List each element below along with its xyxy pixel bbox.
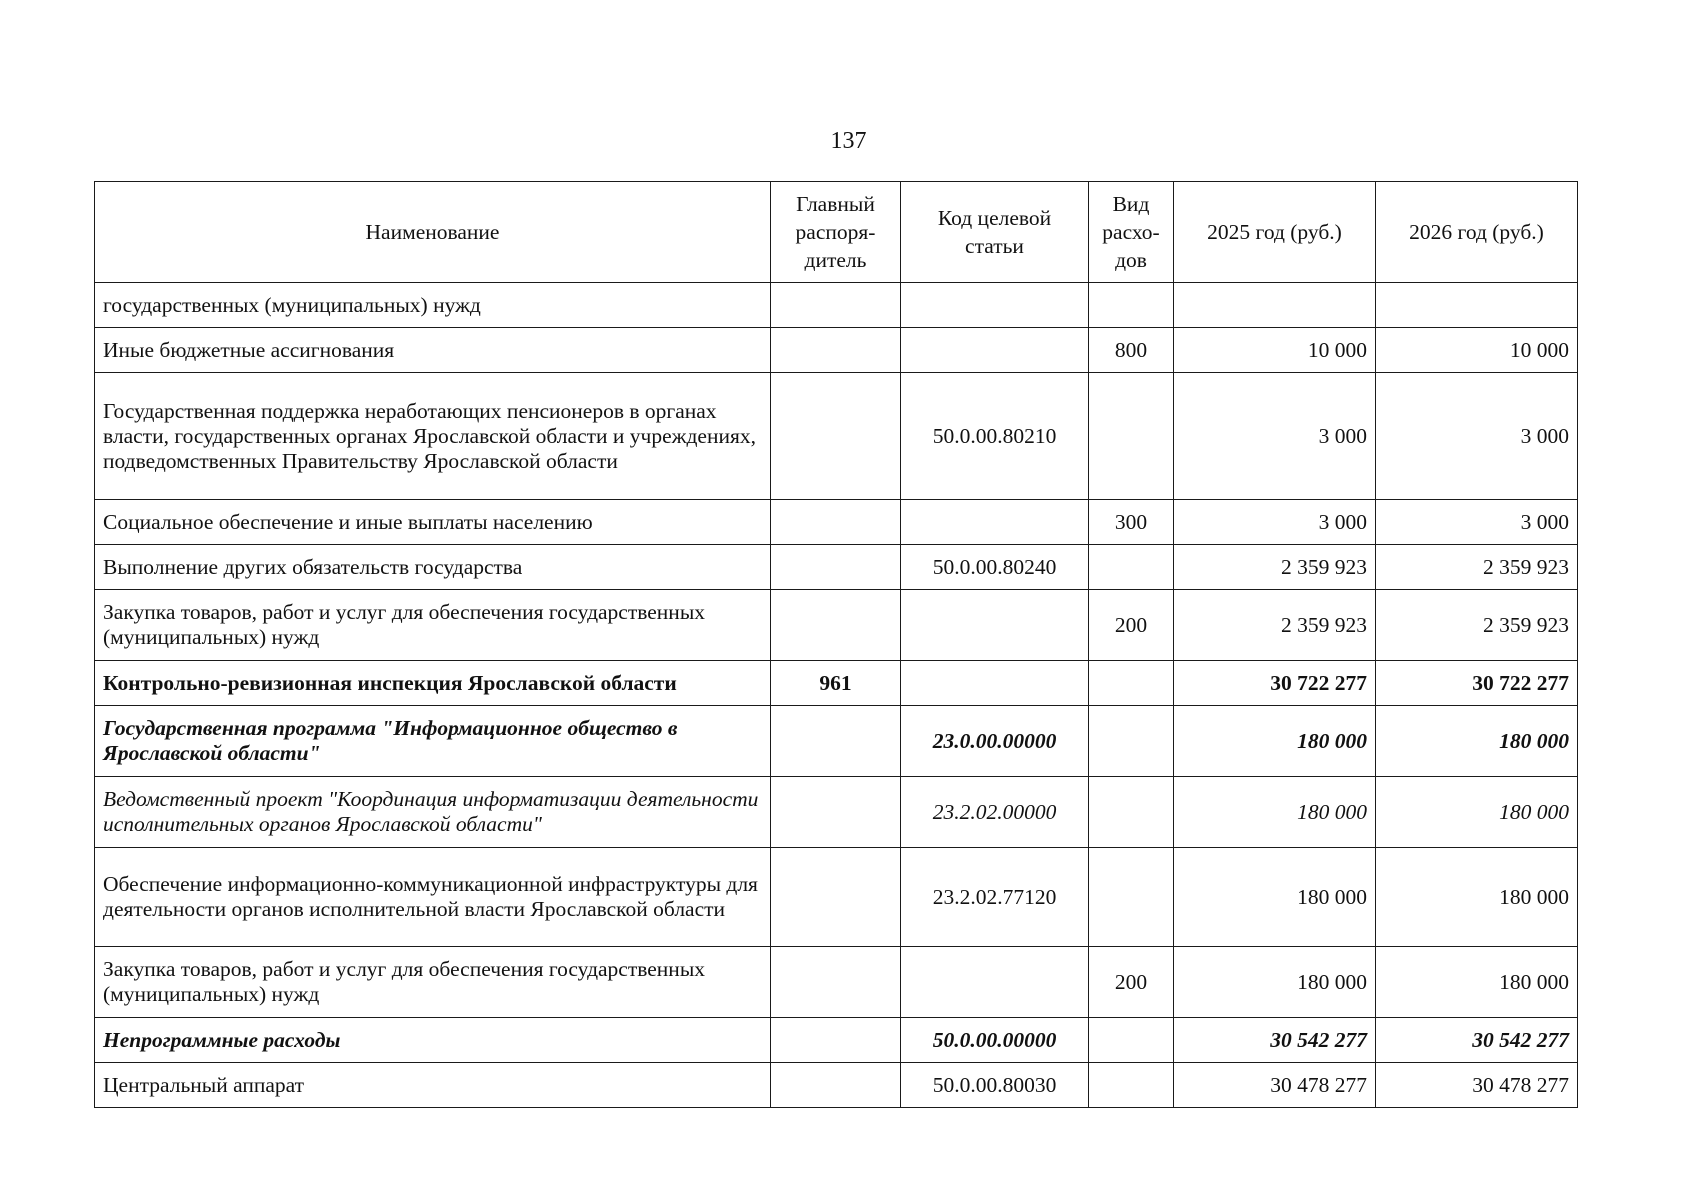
cell-vid xyxy=(1089,545,1174,590)
table-row xyxy=(95,545,1578,590)
cell-name: Непрограммные расходы xyxy=(95,1018,771,1063)
cell-2026: 30 722 277 xyxy=(1376,661,1578,706)
cell-vid xyxy=(1089,1018,1174,1063)
cell-vid xyxy=(1089,283,1174,328)
cell-2025: 30 478 277 xyxy=(1174,1063,1376,1108)
cell-2026: 2 359 923 xyxy=(1376,590,1578,661)
cell-glavny xyxy=(771,590,901,661)
cell-kod: 50.0.00.00000 xyxy=(901,1018,1089,1063)
cell-glavny xyxy=(771,1018,901,1063)
cell-name: Контрольно-ревизионная инспекция Ярославской области xyxy=(95,661,771,706)
cell-2026: 10 000 xyxy=(1376,328,1578,373)
cell-glavny xyxy=(771,373,901,500)
cell-kod: 50.0.00.80210 xyxy=(901,373,1089,500)
cell-glavny xyxy=(771,947,901,1018)
cell-2025: 2 359 923 xyxy=(1174,545,1376,590)
cell-2025: 3 000 xyxy=(1174,500,1376,545)
table-row xyxy=(95,328,1578,373)
table-row xyxy=(95,500,1578,545)
cell-2026: 3 000 xyxy=(1376,500,1578,545)
page-number: 137 xyxy=(830,128,867,154)
cell-kod xyxy=(901,328,1089,373)
cell-name: Иные бюджетные ассигнования xyxy=(95,328,771,373)
table-row xyxy=(95,590,1578,661)
header-2025: 2025 год (руб.) xyxy=(1174,182,1376,283)
cell-name: Социальное обеспечение и иные выплаты населению xyxy=(95,500,771,545)
table-row xyxy=(95,947,1578,1018)
cell-name: Выполнение других обязательств государства xyxy=(95,545,771,590)
cell-kod xyxy=(901,947,1089,1018)
cell-2026: 180 000 xyxy=(1376,848,1578,947)
header-2026: 2026 год (руб.) xyxy=(1376,182,1578,283)
cell-vid xyxy=(1089,706,1174,777)
cell-glavny xyxy=(771,328,901,373)
cell-name: Центральный аппарат xyxy=(95,1063,771,1108)
cell-glavny xyxy=(771,500,901,545)
cell-name: Государственная программа "Информационное общество в Ярославской области" xyxy=(95,706,771,777)
cell-vid xyxy=(1089,1063,1174,1108)
cell-2025: 30 722 277 xyxy=(1174,661,1376,706)
header-row xyxy=(95,182,1578,283)
cell-vid xyxy=(1089,373,1174,500)
cell-glavny xyxy=(771,283,901,328)
cell-2026: 30 478 277 xyxy=(1376,1063,1578,1108)
cell-2026 xyxy=(1376,283,1578,328)
cell-glavny xyxy=(771,706,901,777)
cell-kod xyxy=(901,590,1089,661)
cell-kod: 50.0.00.80030 xyxy=(901,1063,1089,1108)
table-row xyxy=(95,706,1578,777)
table-row xyxy=(95,777,1578,848)
cell-kod xyxy=(901,500,1089,545)
table-row xyxy=(95,848,1578,947)
cell-name: государственных (муниципальных) нужд xyxy=(95,283,771,328)
cell-glavny xyxy=(771,777,901,848)
header-kod: Код целевой статьи xyxy=(901,182,1089,283)
cell-glavny xyxy=(771,1063,901,1108)
cell-2025: 10 000 xyxy=(1174,328,1376,373)
cell-vid: 200 xyxy=(1089,947,1174,1018)
cell-2025: 3 000 xyxy=(1174,373,1376,500)
table-row xyxy=(95,1063,1578,1108)
cell-2025: 180 000 xyxy=(1174,706,1376,777)
table-row xyxy=(95,283,1578,328)
cell-kod: 23.0.00.00000 xyxy=(901,706,1089,777)
cell-2026: 2 359 923 xyxy=(1376,545,1578,590)
cell-glavny xyxy=(771,848,901,947)
cell-2026: 30 542 277 xyxy=(1376,1018,1578,1063)
cell-kod: 23.2.02.00000 xyxy=(901,777,1089,848)
cell-kod: 50.0.00.80240 xyxy=(901,545,1089,590)
cell-glavny: 961 xyxy=(771,661,901,706)
cell-2025: 180 000 xyxy=(1174,777,1376,848)
cell-vid xyxy=(1089,848,1174,947)
budget-table xyxy=(94,181,1578,1108)
cell-kod: 23.2.02.77120 xyxy=(901,848,1089,947)
header-name: Наименование xyxy=(95,182,771,283)
cell-2026: 3 000 xyxy=(1376,373,1578,500)
cell-vid: 800 xyxy=(1089,328,1174,373)
cell-2026: 180 000 xyxy=(1376,947,1578,1018)
cell-2025: 180 000 xyxy=(1174,947,1376,1018)
cell-2025 xyxy=(1174,283,1376,328)
cell-2025: 2 359 923 xyxy=(1174,590,1376,661)
cell-vid xyxy=(1089,777,1174,848)
cell-name: Закупка товаров, работ и услуг для обеспечения государственных (муниципальных) нужд xyxy=(95,590,771,661)
cell-kod xyxy=(901,661,1089,706)
table-row xyxy=(95,373,1578,500)
cell-2026: 180 000 xyxy=(1376,777,1578,848)
cell-name: Государственная поддержка неработающих пенсионеров в органах власти, государственных органах Ярославской области и учреждениях, подведомственных Правительству Ярославской области xyxy=(95,373,771,500)
cell-2025: 30 542 277 xyxy=(1174,1018,1376,1063)
header-glavny: Главный распоря-дитель xyxy=(771,182,901,283)
table-row xyxy=(95,1018,1578,1063)
cell-kod xyxy=(901,283,1089,328)
cell-glavny xyxy=(771,545,901,590)
cell-name: Обеспечение информационно-коммуникационной инфраструктуры для деятельности органов исполнительной власти Ярославской области xyxy=(95,848,771,947)
table-row xyxy=(95,661,1578,706)
cell-vid: 200 xyxy=(1089,590,1174,661)
header-vid: Вид расхо-дов xyxy=(1089,182,1174,283)
cell-vid: 300 xyxy=(1089,500,1174,545)
cell-2026: 180 000 xyxy=(1376,706,1578,777)
cell-name: Закупка товаров, работ и услуг для обеспечения государственных (муниципальных) нужд xyxy=(95,947,771,1018)
cell-vid xyxy=(1089,661,1174,706)
cell-2025: 180 000 xyxy=(1174,848,1376,947)
cell-name: Ведомственный проект "Координация информатизации деятельности исполнительных органов Ярославской области" xyxy=(95,777,771,848)
